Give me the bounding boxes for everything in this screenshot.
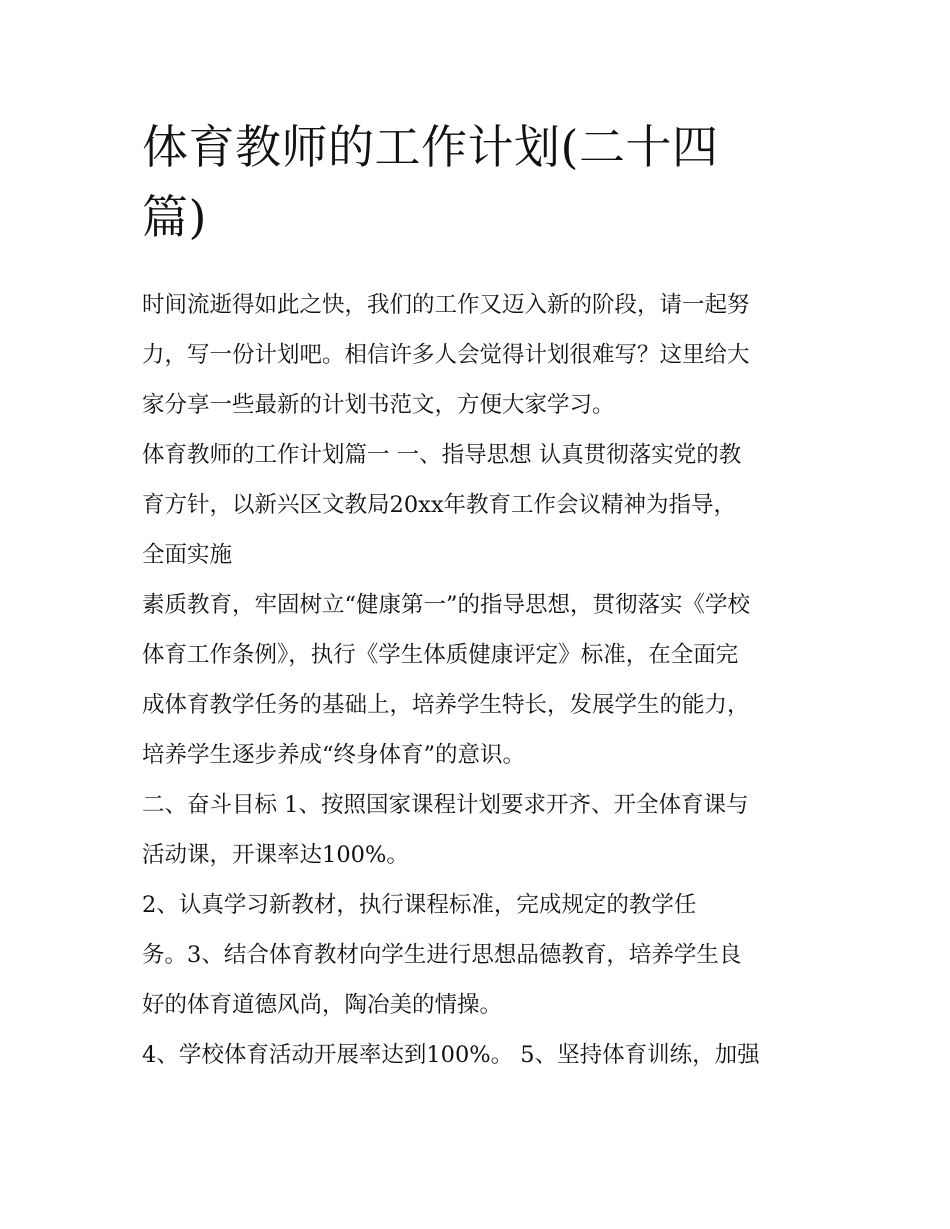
title-line: 篇) [142, 190, 207, 244]
body-line: 体育工作条例》，执行《学生体质健康评定》标准，在全面完 [142, 642, 739, 668]
body-line: 4、学校体育活动开展率达到100%。 5、坚持体育训练，加强 [142, 1042, 760, 1068]
body-line: 活动课，开课率达100%。 [142, 842, 409, 868]
body-line: 二、奋斗目标 1、按照国家课程计划要求开齐、开全体育课与 [142, 792, 749, 818]
body-line: 育方针，以新兴区文教局20xx年教育工作会议精神为指导， [142, 492, 737, 518]
document-body [142, 280, 822, 1080]
body-line: 家分享一些最新的计划书范文，方便大家学习。 [142, 392, 615, 418]
body-line: 体育教师的工作计划篇一 一、指导思想 认真贯彻落实党的教 [142, 442, 742, 468]
body-line: 好的体育道德风尚，陶冶美的情操。 [142, 992, 503, 1018]
body-line: 时间流逝得如此之快，我们的工作又迈入新的阶段，请一起努 [142, 292, 750, 318]
body-line: 成体育教学任务的基础上，培养学生特长，发展学生的能力， [142, 692, 750, 718]
document-title [142, 112, 822, 252]
body-line: 务。3、结合体育教材向学生进行思想品德教育，培养学生良 [142, 942, 742, 968]
body-line: 力，写一份计划吧。相信许多人会觉得计划很难写？这里给大 [142, 342, 750, 368]
body-line: 素质教育，牢固树立“健康第一”的指导思想，贯彻落实《学校 [142, 592, 751, 618]
body-line: 全面实施 [142, 542, 233, 568]
body-line: 培养学生逐步养成“终身体育”的意识。 [142, 742, 526, 768]
body-line: 2、认真学习新教材，执行课程标准，完成规定的教学任 [142, 892, 697, 918]
title-line: 体育教师的工作计划(二十四 [142, 120, 719, 174]
